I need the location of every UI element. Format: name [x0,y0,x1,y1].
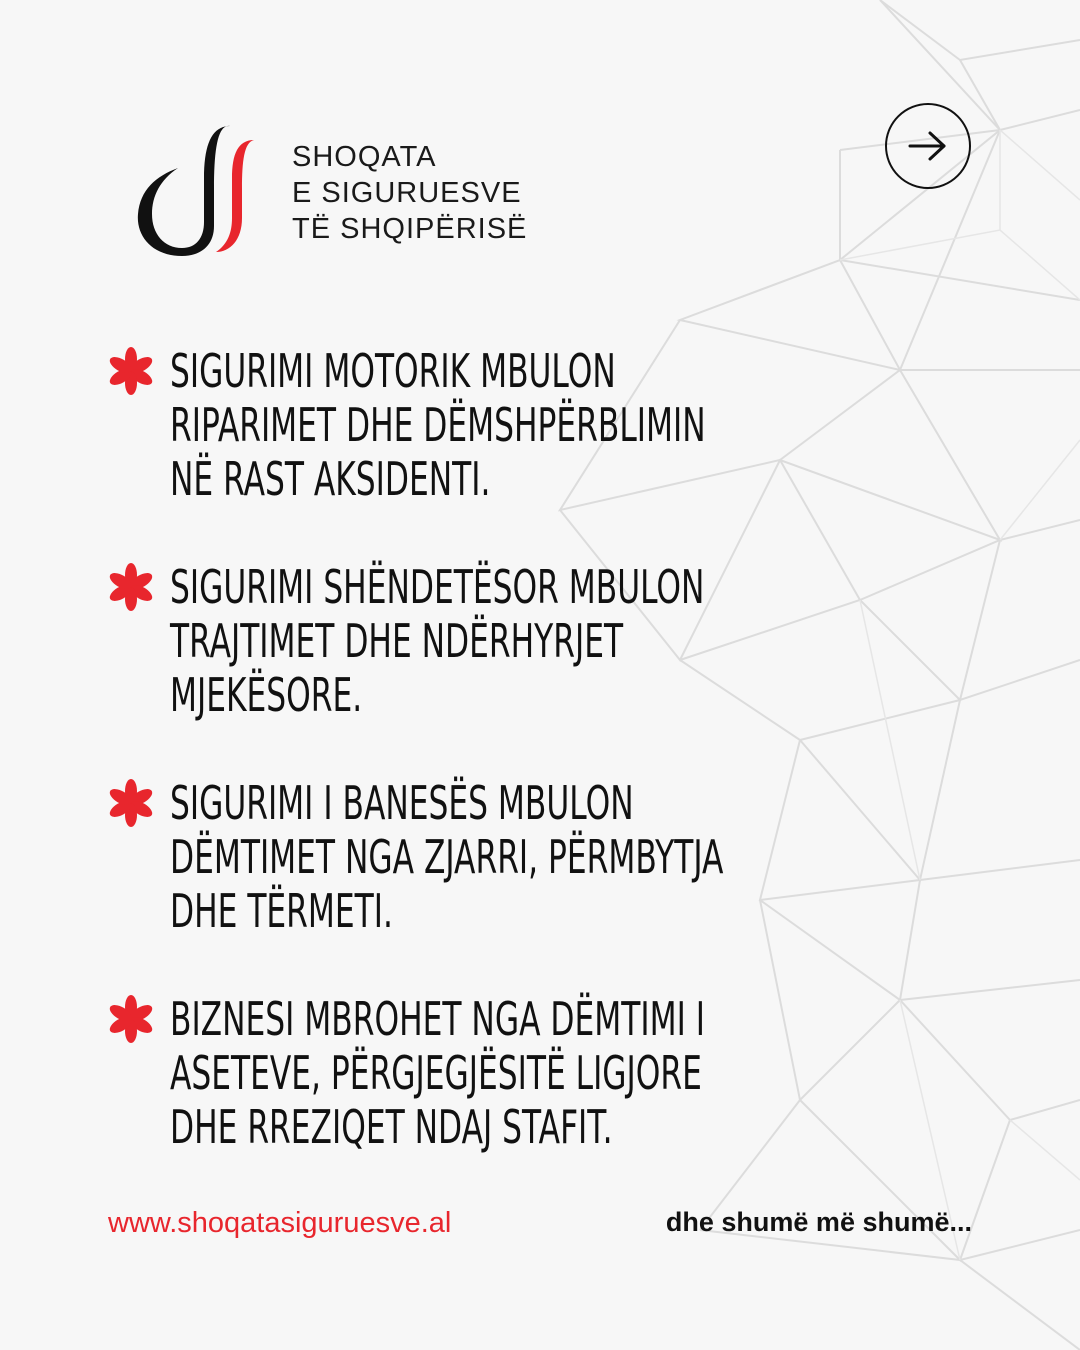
red-asterisk-icon [106,778,156,828]
item-line: DËMTIMET NGA ZJARRI, PËRMBYTJA [170,830,724,884]
item-line: DHE TËRMETI. [170,884,393,938]
item-line: ASETEVE, PËRGJEGJËSITË LIGJORE [170,1046,702,1100]
item-line: TRAJTIMET DHE NDËRHYRJET [170,614,624,668]
item-line: RIPARIMET DHE DËMSHPËRBLIMIN [170,398,706,452]
item-text [170,560,704,722]
item-line: NË RAST AKSIDENTI. [170,452,491,506]
list-item [106,344,826,560]
red-asterisk-icon [106,346,156,396]
item-text [170,992,705,1154]
next-button[interactable] [885,103,971,189]
item-text [170,776,723,938]
red-asterisk-icon [106,994,156,1044]
item-line: DHE RREZIQET NDAJ STAFIT. [170,1100,613,1154]
item-line: SIGURIMI I BANESËS MBULON [170,776,634,830]
list-item [106,776,826,992]
arrow-right-icon [906,129,950,163]
item-line: MJEKËSORE. [170,668,363,722]
brand-name [292,139,527,247]
website-link[interactable]: www.shoqatasiguruesve.al [108,1207,452,1239]
red-asterisk-icon [106,562,156,612]
coverage-list [106,344,826,1208]
list-item [106,560,826,776]
item-line: SIGURIMI MOTORIK MBULON [170,344,616,398]
brand-name-line-3: TË SHQIPËRISË [292,213,528,245]
brand-name-line-2: E SIGURUESVE [292,177,522,209]
more-text: dhe shumë më shumë... [665,1207,972,1237]
brand-logo-mark [130,118,260,263]
brand-name-line-1: SHOQATA [292,141,437,173]
list-item [106,992,826,1208]
item-line: SIGURIMI SHËNDETËSOR MBULON [170,560,705,614]
item-text [170,344,706,506]
item-line: BIZNESI MBROHET NGA DËMTIMI I [170,992,705,1046]
